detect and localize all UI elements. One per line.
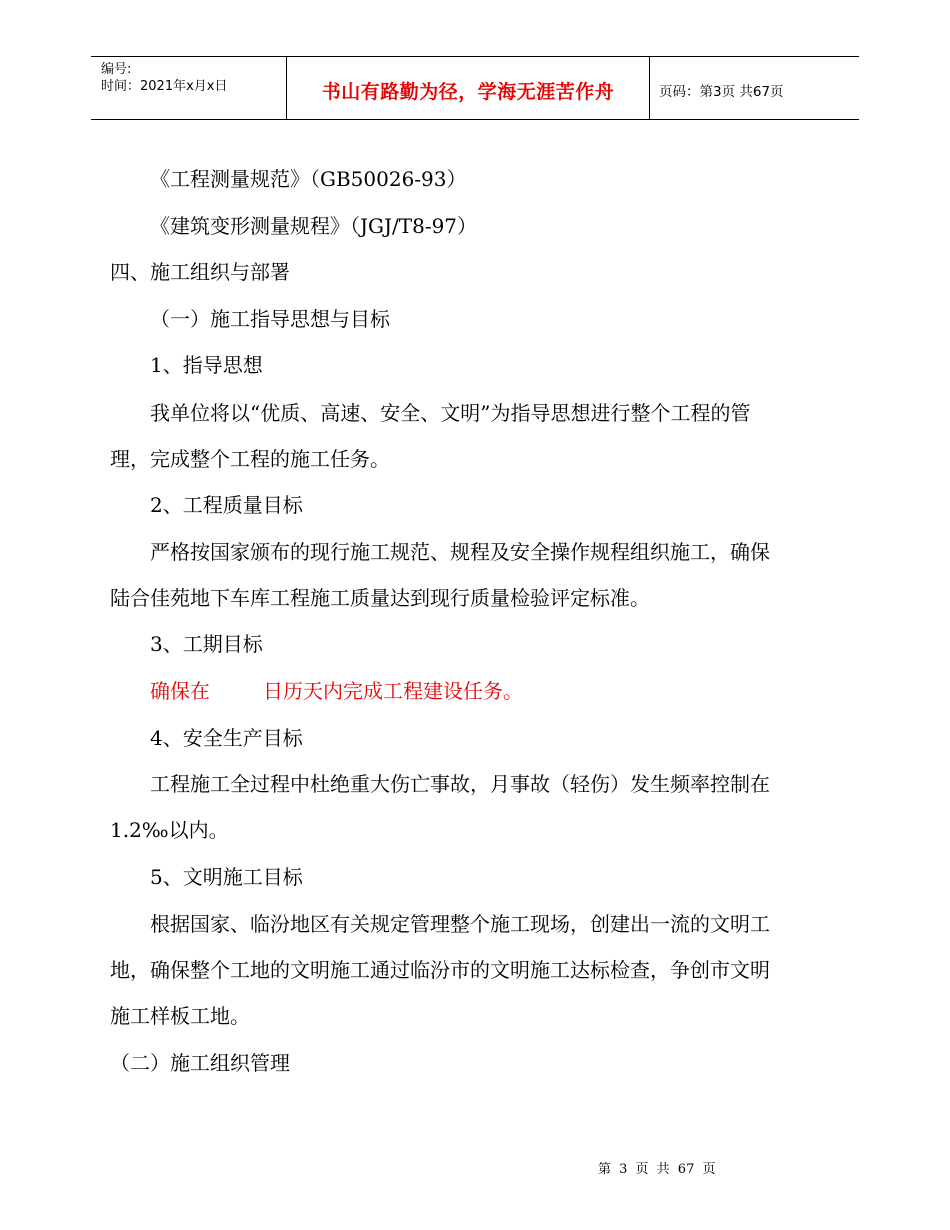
paragraph-safety-line1: 工程施工全过程中杜绝重大伤亡事故，月事故（轻伤）发生频率控制在 (150, 772, 770, 796)
item-heading-3: 3、工期目标 (150, 632, 263, 656)
header-motto-cell (287, 57, 650, 119)
item-heading-1: 1、指导思想 (150, 353, 263, 377)
paragraph-civil-line3: 施工样板工地。 (110, 1004, 250, 1028)
motto-text: 书山有路勤为径，学海无涯苦作舟 (321, 80, 615, 103)
section-heading-4: 四、施工组织与部署 (110, 260, 290, 284)
item-heading-4: 4、安全生产目标 (150, 726, 303, 750)
reference-standard-1: 《工程测量规范》（GB50026-93） (150, 167, 467, 191)
schedule-text-part2: 日历天内完成工程建设任务。 (263, 679, 523, 703)
page-header (91, 56, 859, 120)
paragraph-civil-line2: 地，确保整个工地的文明施工通过临汾市的文明施工达标检查，争创市文明 (110, 958, 770, 982)
paragraph-civil-line1: 根据国家、临汾地区有关规定管理整个施工现场，创建出一流的文明工 (150, 912, 770, 936)
subsection-heading-1: （一）施工指导思想与目标 (150, 307, 390, 331)
page-footer: 第 3 页 共 67 页 (598, 1162, 716, 1177)
schedule-text-part1: 确保在 (150, 679, 210, 703)
paragraph-guiding-line2: 理，完成整个工程的施工任务。 (110, 447, 390, 471)
subsection-heading-2: （二）施工组织管理 (110, 1051, 290, 1075)
item-heading-2: 2、工程质量目标 (150, 493, 303, 517)
header-meta (91, 57, 287, 119)
time-label: 时间：2021年x月x日 (101, 79, 228, 94)
reference-standard-2: 《建筑变形测量规程》（JGJ/T8-97） (150, 214, 478, 238)
paragraph-quality-line2: 陆合佳苑地下车库工程施工质量达到现行质量检验评定标准。 (110, 586, 650, 610)
number-label: 编号: (101, 62, 132, 77)
page-info-text: 页码：第3页 共67页 (659, 84, 784, 100)
paragraph-guiding-line1: 我单位将以“优质、高速、安全、文明”为指导思想进行整个工程的管 (150, 401, 751, 425)
paragraph-safety-line2: 1.2‰以内。 (110, 818, 229, 842)
header-page-info (650, 57, 859, 119)
item-heading-5: 5、文明施工目标 (150, 865, 303, 889)
paragraph-quality-line1: 严格按国家颁布的现行施工规范、规程及安全操作规程组织施工，确保 (150, 540, 770, 564)
